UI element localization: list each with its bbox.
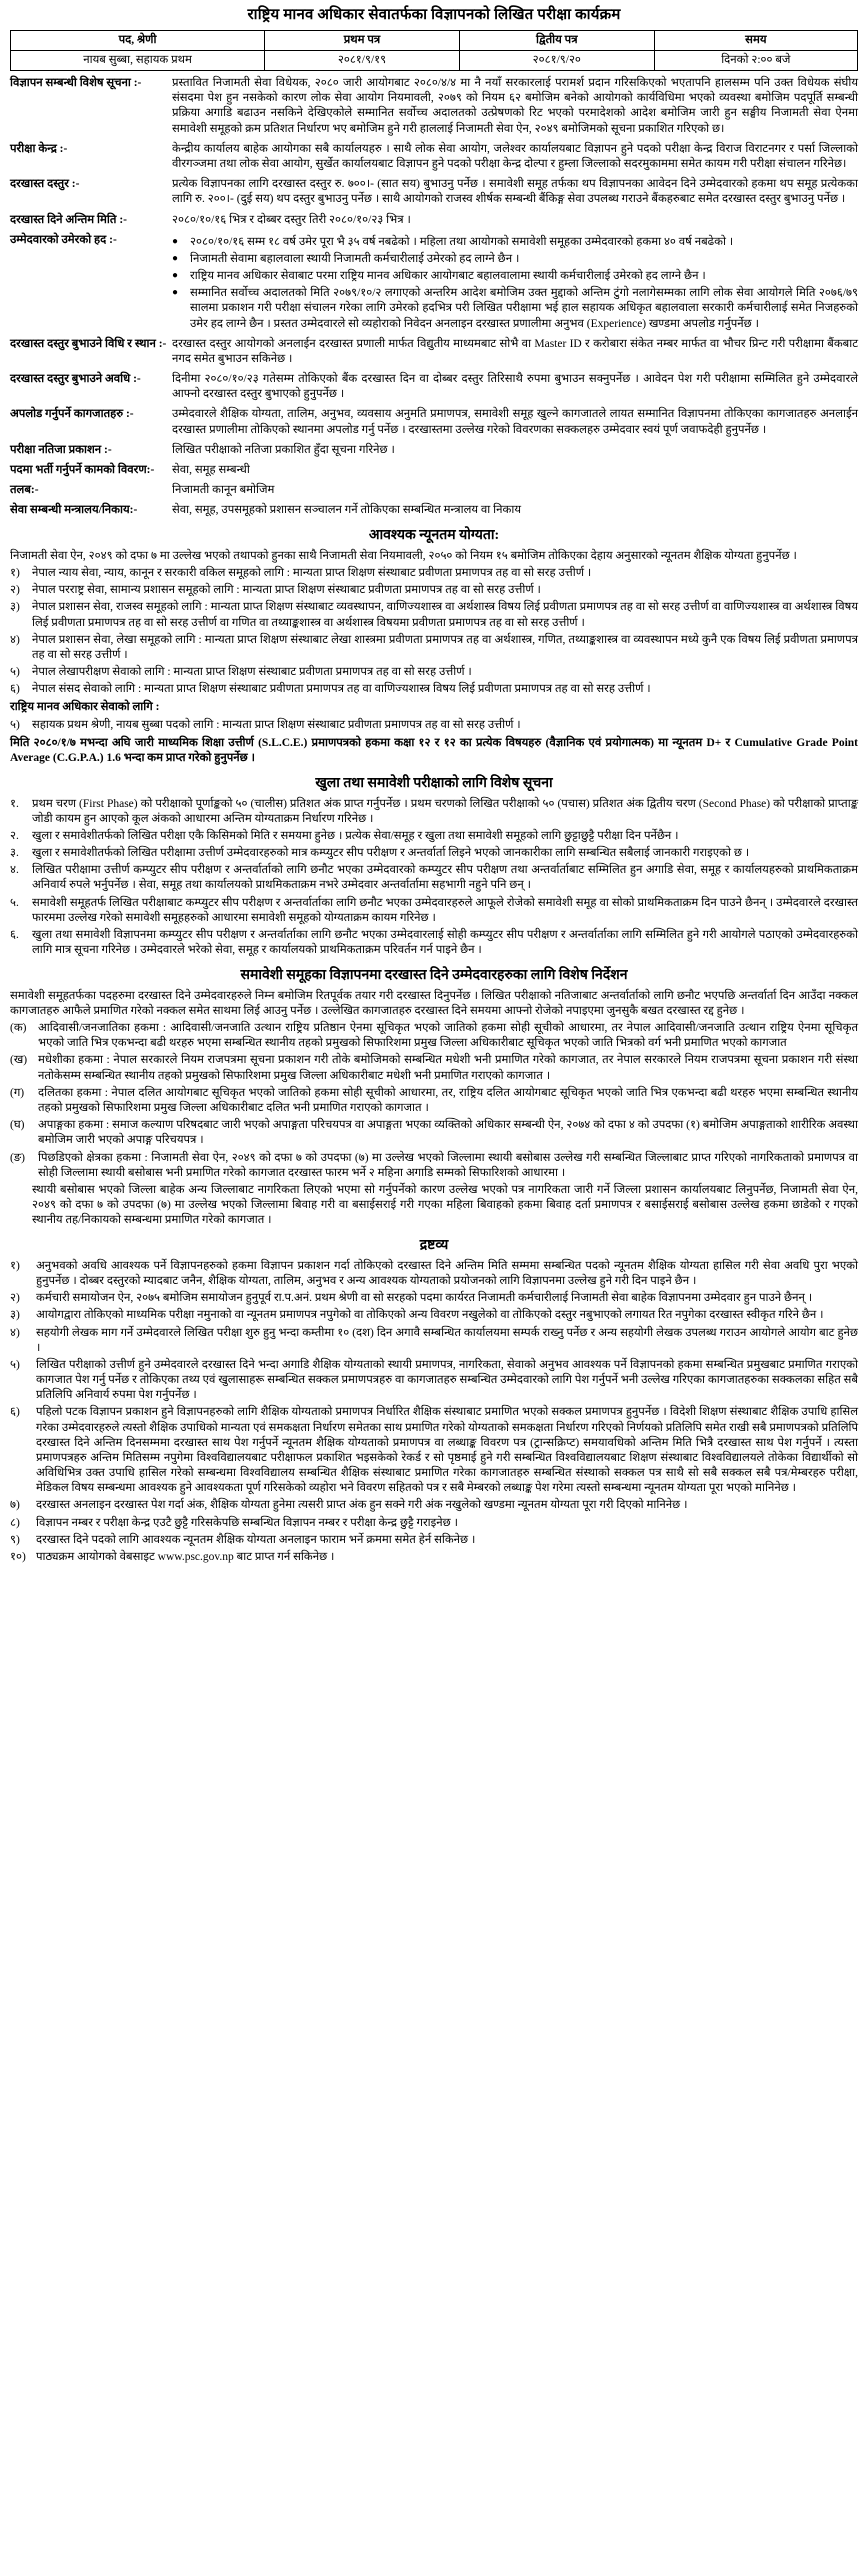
item-number: १. bbox=[10, 797, 19, 810]
list-item bbox=[10, 665, 858, 680]
col-first-paper: प्रथम पत्र bbox=[265, 30, 460, 50]
list-item bbox=[10, 682, 858, 697]
list-item bbox=[10, 1516, 858, 1531]
list-item bbox=[10, 1326, 858, 1356]
list-item bbox=[172, 269, 858, 284]
text-ministry: सेवा, समूह, उपसमूहको प्रशासन सञ्चालन गर्ने तोकिएका सम्बन्धित मन्त्रालय वा निकाय bbox=[172, 504, 521, 517]
item-text: मधेशीका हकमा : नेपाल सरकारले नियम राजपत्रमा सूचना प्रकाशन गरी तोके बमोजिमको सम्बन्धित मधेशी भनी प्रमाणित गरेको कागजात, तर नेपाल सरकारले नियम राजपत्रमा सूचना प्रकाशन गरी संस्था नतोकेसम्म सम्बन्धित स्थानीय तहको प्रमुखको सिफारिशमा प्रमुख जिल्ला अधिकारीबाट मधेशी भनी प्रमाणित गराएको कागजात । bbox=[38, 1054, 858, 1082]
label-fee-period: दरखास्त दस्तुर बुभाउने अवधि :- bbox=[10, 373, 141, 386]
item-text: खुला तथा समावेशी विज्ञापनमा कम्प्युटर सीप परीक्षण र अन्तर्वार्ताका लागि छनौट भएका उम्मेदवारलाई सोही कम्प्युटर सीप परीक्षण र अन्तर्वार्ताका लागि सम्मिलित हुने गरी आयोगले पठाएको उम्मेदवारहरुको लागि मात्र सूचना गरिनेछ । उम्मेदवारले भरेको सेवा, समूह र कार्यालयको प्राथमिकताक्रम परिवर्तन गर्न पाइने छैन । bbox=[32, 928, 858, 957]
row-exam-center bbox=[10, 142, 858, 172]
list-item bbox=[10, 1358, 858, 1404]
list-item bbox=[172, 286, 858, 332]
item-number: १) bbox=[10, 1259, 20, 1272]
item-number: ९) bbox=[10, 1533, 20, 1546]
minimum-qualification-intro: निजामती सेवा ऐन, २०४९ को दफा ७ मा उल्लेख भएको तथापको हुनका साथै निजामती सेवा नियमावली, २०५० को नियम १५ बमोजिम तोकिएका देहाय अनुसारको न्यूनतम शैक्षिक योग्यता हुनुपर्नेछ । bbox=[10, 549, 797, 562]
text-fee-period: दिनीमा २०८०/१०/२३ गतेसम्म तोकिएको बैंक दरखास्त दिन वा दोब्बर दस्तुर तिरिसाथै रुपमा बुभाउन सक्नुपर्नेछ । आवेदन पेश गरी परीक्षामा सम्मिलित हुने उम्मेदवारले आफ्नो दरखास्त दस्तुर बुभाएको हुनुपर्नेछ । bbox=[172, 373, 858, 401]
bullet-icon: ● bbox=[172, 270, 179, 282]
item-number: ५) bbox=[10, 1358, 20, 1371]
cell-post: नायब सुब्बा, सहायक प्रथम bbox=[11, 50, 265, 70]
list-item bbox=[10, 1183, 858, 1229]
item-number: ७) bbox=[10, 1499, 20, 1512]
item-text: नेपाल न्याय सेवा, न्याय, कानून र सरकारी वकिल समूहको लागि : मान्यता प्राप्त शिक्षण संस्थाबाट प्रवीणता प्रमाणपत्र तह वा सो सरह उत्तीर्ण । bbox=[32, 567, 592, 580]
item-number: ४. bbox=[10, 864, 19, 877]
item-text: खुला र समावेशीतर्फको लिखित परीक्षामा उत्तीर्ण उम्मेदवारहरुको मात्र कम्प्युटर सीप परीक्षण र अन्तर्वार्ता लिइने भएको जानकारीका लागि सम्बन्धित सबैलाई जानकारी गराइएको छ । bbox=[32, 847, 750, 860]
text-application-fee: प्रत्येक विज्ञापनका लागि दरखास्त दस्तुर रु. ७००।- (सात सय) बुभाउनु पर्नेछ । समावेशी समूह तर्फका थप विज्ञापनका आवेदन दिने उम्मेदवारको हकमा थप समूह प्रत्येकका लागि रु. २००।- (दुई सय) थप दस्तुर बुभाउनु पर्नेछ । साथै आयोगको राजस्व शीर्षक सम्बन्धी बैंकिङ्ग सेवा उपलब्ध गराउने बैंकहरुबाट समेत दरखास्त दस्तुर बुभाउनु पर्नेछ । bbox=[172, 178, 858, 206]
phase-notice-list bbox=[10, 797, 858, 959]
item-number: ३) bbox=[10, 601, 20, 614]
item-number: ५. bbox=[10, 896, 19, 909]
item-text: दरखास्त अनलाइन दरखास्त पेश गर्दा अंक, शैक्षिक योग्यता हुनेमा त्यसरी प्राप्त अंक हुन सक्ने गरी अंक नखुलेको खण्डमा न्यूनतम योग्यता पूरा गरी दिएको मानिनेछ । bbox=[36, 1499, 688, 1512]
item-text: विज्ञापन नम्बर र परीक्षा केन्द्र एउटै छुट्टै गरिसकेपछि सम्बन्धित विज्ञापन नम्बर र परीक्षा केन्द्र छुट्टै गराइनेछ । bbox=[36, 1516, 458, 1529]
text-upload-docs: उम्मेदवारले शैक्षिक योग्यता, तालिम, अनुभव, व्यवसाय अनुमति प्रमाणपत्र, समावेशी समूह खुल्ने कागजातले लायत सम्मानित विज्ञापनमा तोकिएका कागजातहरु अनलाईन दरखास्त प्रणालीमा तोकिएको स्थानमा अपलोड गर्नु पर्नेछ । दरखास्तमा उल्लेख गरेको विवरणका सक्कलहरु उम्मेदवार स्वयं पूर्ण जवाफदेही हुनुपर्नेछ । bbox=[172, 408, 858, 436]
row-salary bbox=[10, 483, 858, 498]
item-number: ६) bbox=[10, 1406, 20, 1419]
item-text: नेपाल परराष्ट्र सेवा, सामान्य प्रशासन समूहको लागि : मान्यता प्राप्त शिक्षण संस्थाबाट प्रवीणता प्रमाणपत्र तह वा सो सरह उत्तीर्ण । bbox=[32, 584, 541, 597]
list-item bbox=[10, 1118, 858, 1148]
list-item bbox=[10, 718, 858, 733]
item-number: (ङ) bbox=[10, 1151, 25, 1164]
minimum-qualification-list bbox=[10, 566, 858, 697]
item-number: ६) bbox=[10, 683, 20, 696]
item-number: (घ) bbox=[10, 1119, 25, 1132]
item-text: पिछडिएको क्षेत्रका हकमा : निजामती सेवा ऐन, २०४९ को दफा ७ को उपदफा (७) मा उल्लेख भएको जिल्लामा स्थायी बसोबास उल्लेख गरी सम्बन्धित जिल्लाबाट प्राप्त गरिएको नागरिकताको प्रमाणपत्र वा सोही जिल्लामा स्थायी बसोबास भनी प्रमाणित गरेको कागजात दरखास्त फारम भर्ने २ महिना अगाडि सम्मको सिफारिशको आधारमा । bbox=[38, 1151, 858, 1179]
label-age-limit: उम्मेदवारको उमेरको हद :- bbox=[10, 233, 117, 246]
label-special-notice: विज्ञापन सम्बन्धी विशेष सूचना :- bbox=[10, 77, 142, 90]
inclusive-instructions-list bbox=[10, 1021, 858, 1228]
item-text: स्थायी बसोबास भएको जिल्ला बाहेक अन्य जिल्लाबाट नागरिकता लिएको भएमा सो गर्नुपर्नेको कारण उल्लेख भएको पत्र नागरिकता जारी गर्ने जिल्ला प्रशासन कार्यालयबाट लिनुपर्नेछ, निजामती सेवा ऐन, २०४९ को दफा ७ को उपदफा (७) मा उल्लेख भएको जिल्लामा बिवाह गरी वा बसाईसराई गरी गएका महिला बिवाहको हकमा बिवाह दर्ता प्रमाणपत्र र बसाईसराई बसोबास उल्लेख हकमा छाडेको र गएको स्थानीय तह/निकायको सम्बन्धमा प्रमाणित गरेको कागजात । bbox=[32, 1183, 858, 1227]
list-item bbox=[10, 600, 858, 630]
item-number: ४) bbox=[10, 633, 20, 646]
list-item bbox=[10, 566, 858, 581]
item-text: नेपाल प्रशासन सेवा, राजस्व समूहको लागि : मान्यता प्राप्त शिक्षण संस्थाबाट व्यवस्थापन, वाणिज्यशास्त्र वा अर्थशास्त्र विषय लिई प्रवीणता प्रमाणपत्र तह वा सो सरह उत्तीर्ण वा वाणिज्यशास्त्र वा अर्थशास्त्र विषय लिई प्रवीणता प्रमाणपत्र तह वा सो सरह उत्तीर्ण वा गणित वा तथ्याङ्कशास्त्र वा अर्थशास्त्र विषयमा प्रवीणता प्रमाणपत्र तह वा सो सरह उत्तीर्ण । bbox=[32, 601, 858, 629]
item-text: लिखित परीक्षामा उत्तीर्ण कम्प्युटर सीप परीक्षण र अन्तर्वार्ताको लागि छनौट भएका उम्मेदवारको कम्प्युटर सीप परीक्षण तथा अन्तर्वार्ताबाट सम्मिलित हुन अगाडि सेवा, समूह र कार्यालयहरुको प्राथमिकताक्रम अनिवार्य रुपले भर्नुपर्नेछ । सेवा, समूह तथा कार्यालयको प्राथमिकताक्रम नभरे उम्मेदवार अन्तर्वार्तामा सहभागी नहुने पनि छन् । bbox=[32, 864, 858, 892]
item-text: सहायक प्रथम श्रेणी, नायब सुब्बा पदको लागि : मान्यता प्राप्त शिक्षण संस्थाबाट प्रवीणता प्रमाणपत्र तह वा सो सरह उत्तीर्ण । bbox=[32, 718, 521, 731]
item-number: २) bbox=[10, 584, 20, 597]
item-text: दरखास्त दिने पदको लागि आवश्यक न्यूनतम शैक्षिक योग्यता अनलाइन फाराम भर्ने क्रममा समेत हेर्न सकिनेछ । bbox=[36, 1533, 476, 1546]
text-exam-center: केन्द्रीय कार्यालय बाहेक आयोगका सबै कार्यालयहरु । साथै लोक सेवा आयोग, जलेश्वर कार्यालयबाट विज्ञापन हुने पदको परीक्षा केन्द्र विराज विराटनगर र पर्सा जिल्लाको वीरगञ्जमा तथा लोक सेवा आयोग, सुर्खेत कार्यालयबाट विज्ञापन हुने पदको परीक्षा केन्द्र दोल्पा र हुम्ला जिल्लाको सदरमुकाममा समेत कायम गरी परीक्षा संचालन गरिनेछ। bbox=[172, 142, 858, 170]
list-item bbox=[10, 1533, 858, 1548]
table-header-row bbox=[11, 30, 858, 50]
row-ministry bbox=[10, 503, 858, 518]
item-text: पाठ्यक्रम आयोगको वेबसाइट www.psc.gov.np बाट प्राप्त गर्न सकिनेछ । bbox=[36, 1550, 335, 1563]
nhrc-qualification-list bbox=[10, 718, 858, 733]
list-item bbox=[10, 928, 858, 958]
text-special-notice: प्रस्तावित निजामती सेवा विधेयक, २०८० जारी आयोगबाट २०८०/४/४ मा नै नयाँ सरकारलाई परामर्श प्रदान गरिसकिएको भएतापनि हालसम्म पनि उक्त विधेयक संघीय संसदमा पेश हुन नसकेको कारण लोक सेवा आयोग नियमावली, २०७९ को नियम ६२ बमोजिम बनेको आयोगको कार्यविधिमा भएको व्यवस्था बमोजिम पदपूर्ति सम्बन्धी प्रक्रिया अगाडि बढाउन नसकिने देखिएकोले सम्मानित सर्वोच्च अदालतको उत्प्रेषणको रिट भएको परमादेशको आदेश बमोजिम जारी हुन सङ्घीय निजामती सेवा ऐनमा समावेशी समूहको क्रम प्रतिशत निर्धारण भए बमोजिम हुने गरी हाललाई निजामती सेवा ऐन, २०४९ बमोजिमको सूचना प्रकाशित गरिएको छ। bbox=[172, 77, 858, 135]
page-title: राष्ट्रिय मानव अधिकार सेवातर्फका विज्ञापनको लिखित परीक्षा कार्यक्रम bbox=[247, 7, 621, 23]
label-exam-center: परीक्षा केन्द्र :- bbox=[10, 142, 68, 155]
row-application-fee bbox=[10, 177, 858, 207]
heading-phase-notice: खुला तथा समावेशी परीक्षाको लागि विशेष सूचना bbox=[315, 776, 553, 792]
label-ministry: सेवा सम्बन्धी मन्त्रालय/निकाय:- bbox=[10, 504, 138, 517]
heading-notes: द्रष्टव्य bbox=[419, 1238, 449, 1254]
list-item bbox=[10, 1259, 858, 1289]
item-number: ५) bbox=[10, 666, 20, 679]
text-salary: निजामती कानून बमोजिम bbox=[172, 484, 275, 497]
col-second-paper: द्वितीय पत्र bbox=[459, 30, 654, 50]
item-number: २. bbox=[10, 829, 19, 842]
item-number: ८) bbox=[10, 1516, 20, 1529]
label-fee-method: दरखास्त दस्तुर बुभाउने विधि र स्थान :- bbox=[10, 337, 167, 350]
item-number: (ख) bbox=[10, 1054, 28, 1067]
row-fee-period bbox=[10, 372, 858, 402]
item-text: अपाङ्गका हकमा : समाज कल्याण परिषदबाट जारी भएको अपाङ्गता परिचयपत्र वा अपाङ्गता भएका व्यक्तिको अधिकार सम्बन्धी ऐन, २०७४ को दफा ४ को उपदफा (१) बमोजिम अपाङ्गताको शारीरिक अवस्था बमोजिम जारी भएको अपाङ्ग परिचयपत्र । bbox=[38, 1119, 858, 1147]
item-text: समावेशी समूहतर्फ लिखित परीक्षाबाट कम्प्युटर सीप परीक्षण र अन्तर्वार्ताका लागि छनौट भएका उम्मेदवारहरुले आफूले रोजेको समावेशी समूह वा सोको प्राथमिकताक्रम दिन पाउने छैनन् । उम्मेदवारले दरखास्त फारममा उल्लेख गरेको समावेशी समूहहरुको आधारमा समावेशी समूहको योग्यताक्रम कायम गरिनेछ । bbox=[32, 896, 858, 924]
item-text: अनुभवको अवधि आवश्यक पर्ने विज्ञापनहरुको हकमा विज्ञापन प्रकाशन गर्दा तोकिएको दरखास्त दिने अन्तिम मिति सम्ममा सम्बन्धित पदको न्यूनतम शैक्षिक योग्यता हासिल गरी सेवा अवधि पुरा भएको हुनुपर्नेछ । दोब्बर दस्तुरको म्यादबाट जनैन, शैक्षिक योग्यता, तालिम, अनुभव र अन्य आवश्यक योग्यताको प्रयोजनको लागि विज्ञापनमा उल्लेख हुने गरी दिन पाइने छैन । bbox=[36, 1259, 858, 1288]
row-job-description bbox=[10, 463, 858, 478]
item-text: नेपाल संसद सेवाको लागि : मान्यता प्राप्त शिक्षण संस्थाबाट प्रवीणता प्रमाणपत्र तह वा वाणिज्यशास्त्र विषय लिई प्रवीणता प्रमाणपत्र तह वा सो सरह उत्तीर्ण । bbox=[32, 683, 651, 696]
label-application-fee: दरखास्त दस्तुर :- bbox=[10, 178, 80, 191]
item-number: २) bbox=[10, 1292, 20, 1305]
text-result-publication: लिखित परीक्षाको नतिजा प्रकाशित हुँदा सूचना गरिनेछ । bbox=[172, 443, 395, 456]
table-row bbox=[11, 50, 858, 70]
age-item-text: सम्मानित सर्वोच्च अदालतको मिति २०७९/१०/२ लगाएको अन्तरिम आदेश बमोजिम उक्त मुद्दाको अन्तिम टुंगो नलागेसम्मका लागि लोक सेवा आयोगले मिति २०७६/७९ सालमा प्रकाशन गरी परीक्षा संचालन गरेका लागि उमेरको हदभित्र परी लिखित परीक्षामा भई हाल सहायक अधिकृत बहालवाला सरकारी कर्मचारीलाई समेत निजहरुको उमेर हद लाग्ने छैन । प्रस्तत उम्मेदवारले सो व्यहोराको निवेदन अनलाइन दरखास्त प्रणालीमा अनुभव (Experience) खण्डमा अपलोड गर्नुपर्नेछ । bbox=[190, 287, 858, 330]
list-item bbox=[10, 1291, 858, 1306]
age-item-text: २०८०/१०/१६ सम्म १८ वर्ष उमेर पूरा भै ३५ वर्ष नबढेको । महिला तथा आयोगको समावेशी समूहका उम्मेदवारको हकमा ४० वर्ष नबढेको । bbox=[190, 235, 734, 248]
item-number: १०) bbox=[10, 1550, 26, 1563]
row-special-notice bbox=[10, 76, 858, 137]
list-item bbox=[10, 1405, 858, 1496]
item-number: ४) bbox=[10, 1326, 20, 1339]
cell-second-paper: २०८१/९/२० bbox=[459, 50, 654, 70]
item-number: ३) bbox=[10, 1309, 20, 1322]
list-item bbox=[10, 1053, 858, 1083]
item-text: दलितका हकमा : नेपाल दलित आयोगबाट सूचिकृत भएको जातिको हकमा सोही सूचीको आधारमा, तर, राष्ट्रिय दलित आयोगबाट सूचिकृत भएको जाति भित्र एकभन्दा बढी थरहरु भएमा सम्बन्धित स्थानीय तहको प्रमुखको सिफारिशमा प्रमुख जिल्ला अधिकारीबाट दलित भनी प्रमाणित गराएको कागजात । bbox=[38, 1086, 858, 1114]
text-last-date: २०८०/१०/१६ भित्र र दोब्बर दस्तुर तिरी २०८०/१०/२३ भित्र । bbox=[172, 213, 411, 226]
label-upload-docs: अपलोड गर्नुपर्ने कागजातहरु :- bbox=[10, 408, 134, 421]
label-salary: तलब:- bbox=[10, 484, 39, 497]
list-item bbox=[10, 1498, 858, 1513]
list-item bbox=[172, 235, 858, 250]
item-text: खुला र समावेशीतर्फको लिखित परीक्षा एकै किसिमको मिति र समयमा हुनेछ । प्रत्येक सेवा/समूह र खुला तथा समावेशी समूहको लागि छुट्टाछुट्टै परीक्षा दिन पर्नेछैन । bbox=[32, 829, 679, 842]
item-number: १) bbox=[10, 567, 20, 580]
item-text: कर्मचारी समायोजन ऐन, २०७५ बमोजिम समायोजन हुनुपूर्व रा.प.अनं. प्रथम श्रेणी वा सो सरहको पदमा कार्यरत निजामती कर्मचारीलाई निजामती सेवा बाहेक विज्ञापनमा उम्मेदवार हुन पाउने छैनन् । bbox=[36, 1292, 813, 1305]
item-text: आयोगद्वारा तोकिएको माध्यमिक परीक्षा नमुनाको वा न्यूनतम प्रमाणपत्र नपुगेको वा तोकिएको अन्य विवरण नखुलेको वा तोकिएको दस्तुर नबुभाएको लगायत रित नपुगेका दरखास्त स्वीकृत गरिने छैन । bbox=[36, 1309, 824, 1322]
item-number: ६. bbox=[10, 928, 19, 941]
item-text: सहयोगी लेखक माग गर्ने उम्मेदवारले लिखित परीक्षा शुरु हुनु भन्दा कम्तीमा १० (दश) दिन अगावै सम्बन्धित कार्यालयमा सम्पर्क राख्नु पर्नेछ र अन्य सहयोगी लेखक उपलब्ध गराउन आयोगले आयोग बाट हुनेछ । bbox=[36, 1326, 858, 1354]
list-item bbox=[10, 846, 858, 861]
label-result-publication: परीक्षा नतिजा प्रकाशन :- bbox=[10, 443, 112, 456]
item-number: ५) bbox=[10, 718, 20, 731]
list-item bbox=[10, 583, 858, 598]
bullet-icon: ● bbox=[172, 235, 179, 247]
item-number: ३. bbox=[10, 847, 19, 860]
age-limit-list bbox=[172, 233, 858, 332]
item-text: आदिवासी/जनजातिका हकमा : आदिवासी/जनजाति उत्थान राष्ट्रिय प्रतिष्ठान ऐनमा सूचिकृत भएको जातिको हकमा सोही सूचीको आधारमा, तर नेपाल आदिवासी/जनजाति उत्थान राष्ट्रिय ऐनमा सूचिकृत भएको जाति भित्र एकभन्दा बढी थरहरु भएमा सम्बन्धित स्थानीय तहको प्रमुखको सिफारिशमा प्रमुख जिल्ला अधिकारीबाट सूचिकृत भएको जाति भित्रको वर्ग भनी प्रमाणित भएको कागजात bbox=[38, 1022, 858, 1050]
list-item bbox=[10, 633, 858, 663]
col-time: समय bbox=[654, 30, 857, 50]
row-fee-method bbox=[10, 337, 858, 367]
list-item bbox=[10, 1021, 858, 1051]
item-text: प्रथम चरण (First Phase) को परीक्षाको पूर्णाङ्कको ५० (चालीस) प्रतिशत अंक प्राप्त गर्नुपर्नेछ । प्रथम चरणको लिखित परीक्षाको ५० (पचास) प्रतिशत अंक द्वितीय चरण (Second Phase) को परीक्षाको प्राप्ताङ्क जोडी कायम हुन आएको कूल अंकको आधारमा अन्तिम योग्यताक्रम निर्धारण गरिनेछ । bbox=[32, 797, 858, 825]
text-job-description: सेवा, समूह सम्बन्धी bbox=[172, 463, 250, 476]
list-item bbox=[10, 1086, 858, 1116]
item-text: पहिलो पटक विज्ञापन प्रकाशन हुने विज्ञापनहरुको लागि शैक्षिक योग्यताको प्रमाणपत्र निर्धारित शैक्षिक संस्थाबाट प्रमाणित भएको सक्कल प्रमाणपत्र हुनुपर्नेछ । विदेशी शिक्षण संस्थाबाट शैक्षिक उपाधि हासिल गरेका उम्मेदवारहरुले त्यस्तो शैक्षिक उपाधिको मान्यता एवं समकक्षता निर्धारण समेतका साथ प्रमाणित गरेको योग्यताको समकक्षता निर्धारण गरिएको निर्णयको प्रतिलिपि समेत राखी सबै प्रमाणपत्रको प्रतिलिपि दरखास्त दिने अन्तिम दिनसम्ममा दरखास्त साथ पेश गर्नुपर्ने न्यूनतम शैक्षिक योग्यताको प्रमाणपत्र वा लब्धाङ्क विवरण पत्र (ट्रान्सक्रिप्ट) समयावधिको अन्तिम मिति भित्रै दरखास्त साथ पेश गर्नुपर्ने । त्यस्ता प्रमाणपत्रहरु अन्तिम मितिसम्म नपुगेमा विश्वविद्यालयबाट परीक्षाफल प्रकाशित भइसकेको रेकर्ड र सो पृष्ठमाई हुने गरी सम्बन्धित विश्वविद्यालयबाट शिक्षण संस्थाबाट विश्वविद्यालयले तोकेका विद्यार्थीको सो अविधिभित्र उक्त उपाधि हासिल गरेको सम्बन्धमा विश्वविद्यालय सम्बन्धित शैक्षिक संस्थाबाट प्रमाणित गरेका कागजातहरु सम्बन्धित संस्थाको सक्कल पत्र साथै सो सबै सक्कल सबै पत्र/मेम्बरहरु परीक्षा, मेडिकल विषय सम्बन्धमा आवश्यक हुने आवश्यकता पूर्ण गरिसकेको व्यहोरा भने विवरण सहितको पत्र र सबै मेम्बरको लब्धाङ्क पेश गरेमा त्यस्तो सम्बन्धमा न्यूनतम योग्यता पूरा भएको मानिनेछ । bbox=[36, 1406, 858, 1495]
list-item bbox=[10, 1550, 858, 1565]
item-number: (ग) bbox=[10, 1086, 25, 1099]
heading-inclusive-instructions: समावेशी समूहका विज्ञापनमा दरखास्त दिने उम्मेदवारहरुका लागि विशेष निर्देशन bbox=[240, 968, 628, 984]
row-last-date bbox=[10, 213, 858, 228]
notes-list bbox=[10, 1259, 858, 1565]
label-last-date: दरखास्त दिने अन्तिम मिति :- bbox=[10, 213, 127, 226]
cell-first-paper: २०८१/९/१९ bbox=[265, 50, 460, 70]
text-fee-method: दरखास्त दस्तुर आयोगको अनलाईन दरखास्त प्रणाली मार्फत विद्युतीय माध्यमबाट सोभै वा Master ID र करोबारा संकेत नम्बर मार्फत वा भौचर प्रिन्ट गरी परीक्षामा बैंकबाट नगद समेत बुभाउन सकिनेछ । bbox=[172, 337, 859, 365]
heading-nhrc-qualification: राष्ट्रिय मानव अधिकार सेवाको लागि : bbox=[10, 701, 160, 714]
item-text: नेपाल प्रशासन सेवा, लेखा समूहको लागि : मान्यता प्राप्त शिक्षण संस्थाबाट लेखा शास्त्रमा प्रवीणता प्रमाणपत्र तह वा अर्थशास्त्र, गणित, तथ्याङ्कशास्त्र वा व्यवस्थापन मध्ये कुनै एक विषय लिई प्रवीणता प्रमाणपत्र तह वा सो सरह उत्तीर्ण । bbox=[32, 633, 858, 661]
exam-schedule-table bbox=[10, 30, 858, 71]
age-item-text: राष्ट्रिय मानव अधिकार सेवाबाट परमा राष्ट्रिय मानव अधिकार आयोगबाट बहालवालामा स्थायी कर्मचारीलाई उमेरको हद लाग्ने छैन । bbox=[190, 270, 706, 283]
row-upload-docs bbox=[10, 407, 858, 437]
list-item bbox=[10, 863, 858, 893]
heading-minimum-qualification: आवश्यक न्यूनतम योग्यता: bbox=[368, 528, 500, 544]
list-item bbox=[10, 1151, 858, 1181]
inclusive-instructions-intro: समावेशी समूहतर्फका पदहरुमा दरखास्त दिने उम्मेदवारहरुले निम्न बमोजिम रितपूर्वक तयार गरी दरखास्त दिनुपर्नेछ । लिखित परीक्षाको नतिजाबाट अन्तर्वार्ताको लागि छनौट भएपछि अन्तर्वार्ता दिन आउँदा नक्कल कागजातहरु आफैले प्रमाणित गरेको नक्कल समेत साथमा लिई आउनु पर्नेछ । उल्लेखित कागजातहरु दरखास्त दिने समयमा आफ्नो रोजेको नपाइएमा जुनसुकै बखत दरखास्त रद्द हुनेछ । bbox=[10, 989, 858, 1017]
item-text: नेपाल लेखापरीक्षण सेवाको लागि : मान्यता प्राप्त शिक्षण संस्थाबाट प्रवीणता प्रमाणपत्र तह वा सो सरह उत्तीर्ण । bbox=[32, 666, 472, 679]
bullet-icon: ● bbox=[172, 287, 179, 299]
list-item bbox=[10, 829, 858, 844]
label-job-description: पदमा भर्ती गर्नुपर्ने कामको विवरण:- bbox=[10, 463, 155, 476]
item-number: (क) bbox=[10, 1022, 27, 1035]
list-item bbox=[10, 1308, 858, 1323]
row-result-publication bbox=[10, 443, 858, 458]
cell-time: दिनको २:०० बजे bbox=[654, 50, 857, 70]
list-item bbox=[10, 896, 858, 926]
bullet-icon: ● bbox=[172, 252, 179, 264]
slc-grade-note: मिति २०८०/१/७ मभन्दा अघि जारी माध्यमिक शिक्षा उत्तीर्ण (S.L.C.E.) प्रमाणपत्रको हकमा कक्षा १२ र १२ का प्रत्येक विषयहरु (वैज्ञानिक एवं प्रयोगात्मक) मा न्यूनतम D+ र Cumulative Grade Point Average (C.G.P.A.) 1.6 भन्दा कम प्राप्त गरेको हुनुपर्नेछ । bbox=[10, 736, 858, 764]
list-item bbox=[172, 252, 858, 267]
col-post: पद, श्रेणी bbox=[11, 30, 265, 50]
list-item bbox=[10, 797, 858, 827]
item-text: लिखित परीक्षाको उत्तीर्ण हुने उम्मेदवारले दरखास्त दिने भन्दा अगाडि शैक्षिक योग्यताको स्थायी प्रमाणपत्र, नागरिकता, सेवाको अनुभव आवश्यक पर्ने विज्ञापनको हकमा सम्बन्धित प्रमुखबाट प्रमाणित गराएको कागजात पेश गर्नु पर्नेछ र तोकिएका तथ्य एवं खुलासाहरू सम्बन्धित सक्कल प्रमाणपत्रहरु वा कागजातहरु सम्बन्धित उम्मेदवारको लागि पेश गर्नुपर्ने भनी उल्लेख गरिएका कागजातहरुका सक्कलका सहित सबै प्रतिलिपि अनिवार्य रुपमा पेश गर्नुपर्नेछ । bbox=[36, 1358, 858, 1402]
age-item-text: निजामती सेवामा बहालवाला स्थायी निजामती कर्मचारीलाई उमेरको हद लाग्ने छैन । bbox=[190, 252, 520, 265]
row-age-limit bbox=[10, 233, 858, 332]
